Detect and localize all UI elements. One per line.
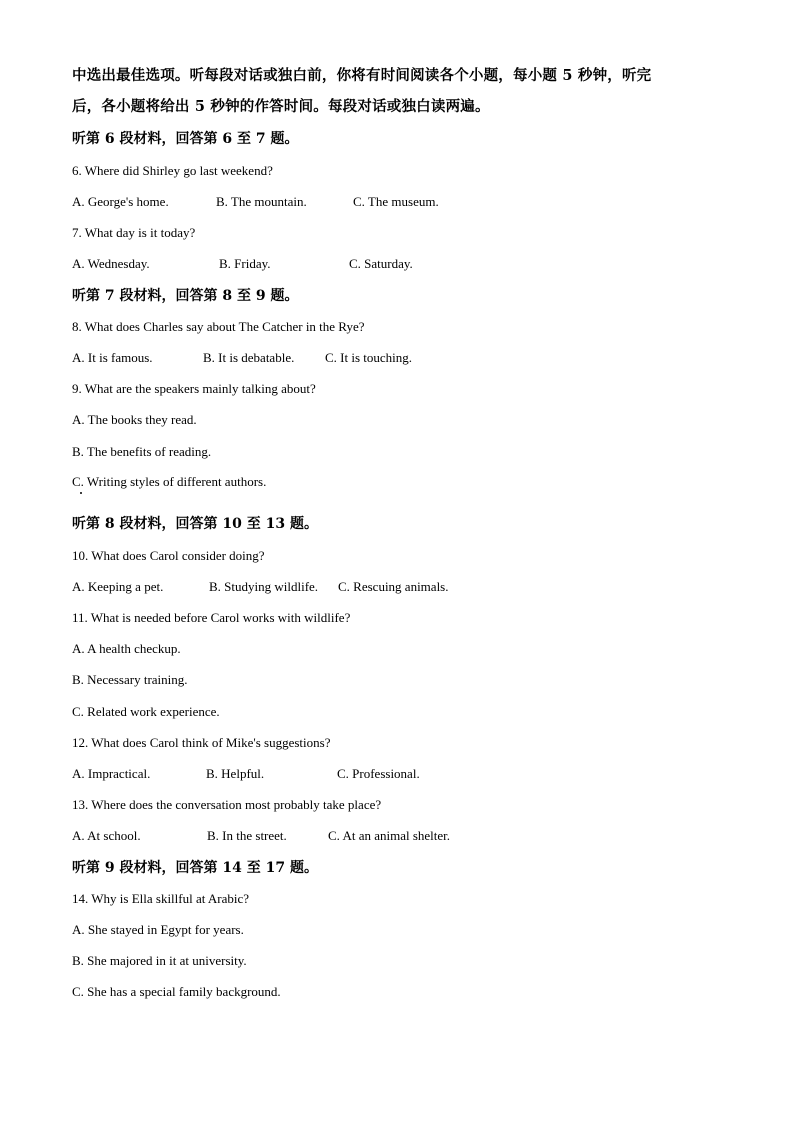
- section-heading-8-9: 听第 7 段材料，回答第 8 至 9 题。: [72, 288, 299, 304]
- question-12-option-c: C. Professional.: [337, 766, 420, 781]
- question-8-option-b: B. It is debatable.: [203, 350, 295, 365]
- question-9-option-c: C. Writing styles of different authors.: [72, 474, 267, 489]
- question-10-option-b: B. Studying wildlife.: [209, 579, 319, 594]
- question-9-option-a: A. The books they read.: [72, 412, 197, 427]
- question-14-option-b: B. She majored in it at university.: [72, 953, 247, 968]
- section-heading-6-7: 听第 6 段材料，回答第 6 至 7 题。: [72, 131, 299, 147]
- question-11-option-a: A. A health checkup.: [72, 641, 181, 656]
- question-14: 14. Why is Ella skillful at Arabic?: [72, 891, 250, 906]
- question-14-option-c: C. She has a special family background.: [72, 984, 281, 999]
- question-13-option-c: C. At an animal shelter.: [328, 828, 451, 843]
- question-8: 8. What does Charles say about The Catcher in the Rye?: [72, 319, 365, 334]
- section-heading-10-13: 听第 8 段材料，回答第 10 至 13 题。: [72, 516, 318, 532]
- question-10-option-c: C. Rescuing animals.: [338, 579, 449, 594]
- instruction-text-line-2: 后，各小题将给出 5 秒钟的作答时间。每段对话或独白读两遍。: [72, 98, 490, 115]
- question-10: 10. What does Carol consider doing?: [72, 548, 265, 563]
- question-6-option-c: C. The museum.: [353, 194, 439, 209]
- question-13-option-a: A. At school.: [72, 828, 141, 843]
- instruction-text-line-1: 中选出最佳选项。听每段对话或独白前，你将有时间阅读各个小题，每小题 5 秒钟，听完: [72, 67, 652, 84]
- question-8-option-c: C. It is touching.: [325, 350, 413, 365]
- question-6-option-a: A. George's home.: [72, 194, 169, 209]
- question-9-option-b: B. The benefits of reading.: [72, 444, 212, 459]
- question-14-option-a: A. She stayed in Egypt for years.: [72, 922, 244, 937]
- question-6: 6. Where did Shirley go last weekend?: [72, 163, 273, 178]
- question-11: 11. What is needed before Carol works with wildlife?: [72, 610, 351, 625]
- question-6-option-b: B. The mountain.: [216, 194, 307, 209]
- question-10-option-a: A. Keeping a pet.: [72, 579, 164, 594]
- question-12: 12. What does Carol think of Mike's suggestions?: [72, 735, 331, 750]
- question-13: 13. Where does the conversation most probably take place?: [72, 797, 382, 812]
- section-heading-14-17: 听第 9 段材料，回答第 14 至 17 题。: [72, 860, 318, 876]
- question-7-option-c: C. Saturday.: [349, 256, 413, 271]
- stray-dot-mark: [80, 492, 82, 494]
- question-7-option-a: A. Wednesday.: [72, 256, 150, 271]
- question-8-option-a: A. It is famous.: [72, 350, 153, 365]
- question-13-option-b: B. In the street.: [207, 828, 287, 843]
- question-9: 9. What are the speakers mainly talking about?: [72, 381, 316, 396]
- question-7-option-b: B. Friday.: [219, 256, 271, 271]
- question-11-option-c: C. Related work experience.: [72, 704, 220, 719]
- question-12-option-b: B. Helpful.: [206, 766, 265, 781]
- question-11-option-b: B. Necessary training.: [72, 672, 188, 687]
- question-12-option-a: A. Impractical.: [72, 766, 151, 781]
- question-7: 7. What day is it today?: [72, 225, 196, 240]
